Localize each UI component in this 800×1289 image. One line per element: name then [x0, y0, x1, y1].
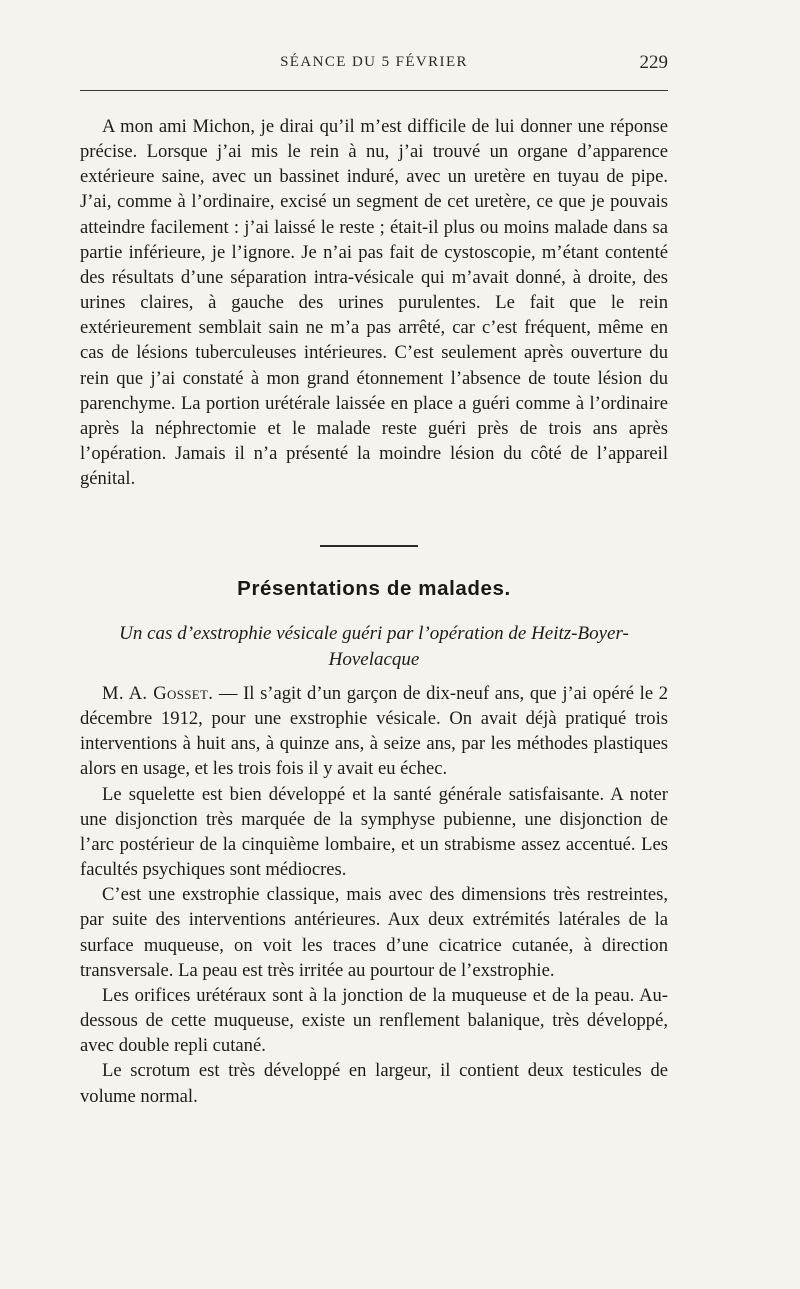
paragraph-gosset-intro — [80, 681, 668, 782]
paragraph-exstrophie: C’est une exstrophie classique, mais avec des dimensions très restreintes, par suite des interventions antérieures. Aux deux extrémités latérales de la surface muqueuse, on voit les traces d’une cicatrice cutanée, à direction transversale. La peau est très irritée au pourtour de l’exstrophie. — [80, 884, 668, 981]
speaker-name: M. A. Gosset. — [102, 683, 214, 704]
page-number: 229 — [639, 52, 668, 73]
section-divider — [320, 545, 418, 547]
running-title: SÉANCE DU 5 FÉVRIER — [280, 54, 468, 70]
paragraph-gosset-intro-text: — Il s’agit d’un garçon de dix-neuf ans, que j’ai opéré le 2 décembre 1912, pour une exstrophie vésicale. On avait déjà pratiqué trois interventions à huit ans, à quinze ans, à seize ans, par les méthodes plastiques alors en usage, et les trois fois il y avait eu échec. — [80, 683, 669, 780]
body-text-gosset — [80, 681, 668, 1109]
section-heading: Présentations de malades. — [237, 577, 511, 600]
paragraph-orifices: Les orifices urétéraux sont à la jonction de la muqueuse et de la peau. Au-dessous de cette muqueuse, existe un renflement balanique, très développé, avec double repli cutané. — [80, 984, 668, 1057]
header-rule — [80, 90, 668, 91]
case-title: Un cas d’exstrophie vésicale guéri par l’opération de Heitz-Boyer-Hovelacque — [119, 623, 629, 670]
paragraph-michon-reply: A mon ami Michon, je dirai qu’il m’est difficile de lui donner une réponse précise. Lorsque j’ai mis le rein à nu, j’ai trouvé un organe d’apparence extérieure saine, avec un bassinet induré, avec un uretère en tuyau de pipe. J’ai, comme à l’ordinaire, excisé un segment de cet uretère, ce que je pouvais atteindre facilement : j’ai laissé le reste ; était-il plus ou moins malade dans sa partie inférieure, je l’ignore. Je n’ai pas fait de cystoscopie, m’étant contenté des résultats d’une séparation intra-vésicale qui m’avait donné, à droite, des urines claires, à gauche des urines purulentes. Le fait que le rein extérieurement semblait sain ne m’a pas arrêté, car c’est fréquent, même en cas de lésions tuberculeuses intérieures. C’est seulement après ouverture du rein que j’ai constaté à mon grand étonnement l’absence de toute lésion du parenchyme. La portion urétérale laissée en place a guéri comme à l’ordinaire après la néphrectomie et le malade reste guéri près de trois ans après l’opération. Jamais il n’a présenté la moindre lésion du côté de l’appareil génital. — [80, 116, 668, 490]
running-head — [80, 54, 668, 80]
paragraph-squelette: Le squelette est bien développé et la santé générale satisfaisante. A noter une disjonction très marquée de la symphyse pubienne, une disjonction de l’arc postérieur de la cinquième lombaire, et un strabisme assez accentué. Les facultés psychiques sont médiocres. — [80, 783, 668, 881]
body-text-michon — [80, 114, 668, 491]
paragraph-scrotum: Le scrotum est très développé en largeur, il contient deux testicules de volume normal. — [80, 1060, 668, 1107]
